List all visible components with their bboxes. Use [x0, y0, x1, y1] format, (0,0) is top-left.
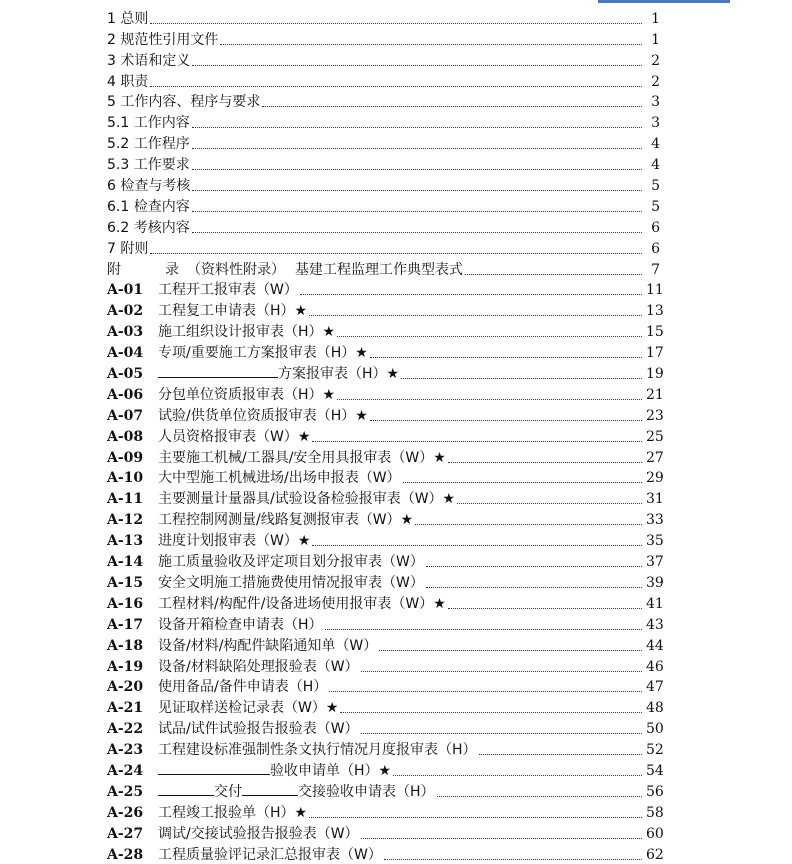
toc-entry-page: 2 — [651, 73, 660, 90]
form-page: 52 — [646, 742, 664, 759]
form-code: A-25 — [107, 783, 144, 800]
form-code: A-05 — [107, 366, 144, 383]
form-code: A-23 — [107, 742, 144, 759]
dot-leader — [479, 754, 642, 755]
toc-form-entry[interactable] — [107, 695, 664, 717]
dot-leader — [192, 65, 642, 66]
form-code: A-12 — [107, 512, 144, 529]
table-of-contents — [107, 6, 664, 863]
form-code: A-27 — [107, 825, 144, 842]
toc-entry-page: 1 — [651, 10, 660, 27]
form-page: 39 — [646, 574, 664, 591]
form-code: A-11 — [107, 491, 144, 508]
dot-leader — [437, 796, 642, 797]
toc-form-entry[interactable] — [107, 319, 664, 341]
form-page: 56 — [646, 783, 664, 800]
dot-leader — [220, 44, 642, 45]
form-title — [158, 762, 391, 779]
form-page: 54 — [646, 762, 664, 779]
form-code: A-01 — [107, 282, 144, 299]
toc-form-entry[interactable] — [107, 821, 664, 842]
form-page: 48 — [646, 700, 664, 717]
toc-entry-title: 6.2 考核内容 — [107, 219, 190, 236]
form-code: A-03 — [107, 324, 144, 341]
dot-leader — [262, 106, 642, 107]
toc-entry-page: 3 — [651, 115, 660, 132]
form-title — [158, 783, 435, 800]
dot-leader — [192, 232, 642, 233]
form-code: A-09 — [107, 449, 144, 466]
dot-leader — [361, 671, 642, 672]
form-code: A-10 — [107, 470, 144, 487]
toc-form-entry[interactable] — [107, 716, 664, 738]
toc-entry-page: 1 — [651, 31, 660, 48]
toc-entry-title: 1 总则 — [107, 10, 149, 27]
appendix-title — [107, 262, 463, 278]
top-accent-bar — [598, 0, 730, 3]
toc-entry[interactable] — [107, 48, 660, 69]
form-title: 试验/供货单位资质报审表（H）★ — [158, 407, 368, 424]
form-title: 施工组织设计报审表（H）★ — [158, 324, 336, 341]
toc-entry[interactable] — [107, 69, 660, 90]
form-code: A-15 — [107, 574, 144, 591]
form-title: 工程控制网测量/线路复测报审表（W）★ — [158, 512, 414, 529]
toc-entry-appendix[interactable] — [107, 257, 660, 278]
dot-leader — [457, 503, 642, 504]
form-code: A-20 — [107, 679, 144, 696]
form-page: 21 — [646, 386, 664, 403]
fill-in-blank — [242, 783, 298, 796]
fill-in-blank — [158, 365, 278, 378]
form-code: A-14 — [107, 554, 144, 571]
dot-leader — [325, 629, 642, 630]
dot-leader — [312, 545, 642, 546]
dot-leader — [340, 712, 642, 713]
form-page: 23 — [646, 407, 664, 424]
dot-leader — [309, 315, 642, 316]
dot-leader — [300, 294, 642, 295]
toc-entry[interactable] — [107, 236, 660, 257]
dot-leader — [401, 378, 642, 379]
dot-leader — [337, 399, 642, 400]
form-page: 25 — [646, 428, 664, 445]
form-title-text-b: 交接验收申请表（H） — [298, 783, 435, 800]
form-page: 35 — [646, 533, 664, 550]
form-title: 施工质量验收及评定项目划分报审表（W） — [158, 554, 424, 571]
toc-form-entry[interactable] — [107, 340, 664, 362]
form-code: A-22 — [107, 721, 144, 738]
dot-leader — [379, 650, 642, 651]
form-title: 设备/材料/构配件缺陷通知单（W） — [158, 637, 378, 654]
form-page: 33 — [646, 512, 664, 529]
toc-form-entry[interactable] — [107, 800, 664, 821]
toc-entry-page: 7 — [651, 261, 660, 278]
appendix-label-a: 附 — [107, 261, 121, 278]
form-code: A-06 — [107, 386, 144, 403]
form-title: 专项/重要施工方案报审表（H）★ — [158, 345, 368, 362]
form-code: A-02 — [107, 303, 144, 320]
form-title-text-a: 交付 — [214, 783, 242, 800]
form-title: 设备开箱检查申请表（H） — [158, 616, 323, 633]
form-title: 大中型施工机械进场/出场申报表（W） — [158, 470, 401, 487]
form-code: A-13 — [107, 533, 144, 550]
toc-form-entry[interactable] — [107, 403, 664, 424]
toc-form-entry[interactable] — [107, 737, 664, 759]
toc-form-entry[interactable] — [107, 779, 664, 800]
dot-leader — [312, 441, 642, 442]
appendix-label-d: 基建工程监理工作典型表式 — [295, 261, 463, 278]
form-title: 见证取样送检记录表（W）★ — [158, 700, 339, 717]
toc-entry-page: 6 — [651, 240, 660, 257]
toc-form-entry[interactable] — [107, 298, 664, 320]
form-page: 62 — [646, 846, 664, 863]
appendix-label-b: 录 — [165, 261, 179, 278]
toc-form-entry[interactable] — [107, 675, 664, 696]
form-code: A-26 — [107, 804, 144, 821]
form-page: 50 — [646, 721, 664, 738]
toc-form-entry[interactable] — [107, 278, 664, 299]
toc-form-entry[interactable] — [107, 654, 664, 675]
toc-entry[interactable] — [107, 152, 660, 173]
form-title: 安全文明施工措施费使用情况报审表（W） — [158, 574, 424, 591]
form-title-text: 方案报审表（H）★ — [278, 366, 400, 383]
form-code: A-24 — [107, 762, 144, 779]
dot-leader — [426, 566, 642, 567]
form-page: 19 — [646, 366, 664, 383]
toc-form-entry[interactable] — [107, 528, 664, 550]
dot-leader — [150, 253, 642, 254]
form-code: A-28 — [107, 846, 144, 863]
toc-entry[interactable] — [107, 110, 660, 131]
form-page: 17 — [646, 345, 664, 362]
dot-leader — [192, 148, 642, 149]
form-title: 调试/交接试验报告报验表（W） — [158, 825, 359, 842]
form-code: A-17 — [107, 616, 144, 633]
toc-entry-page: 5 — [651, 178, 660, 195]
dot-leader — [393, 775, 642, 776]
form-title: 主要施工机械/工器具/安全用具报审表（W）★ — [158, 449, 446, 466]
dot-leader — [465, 274, 642, 275]
toc-entry-title: 5 工作内容、程序与要求 — [107, 94, 261, 111]
toc-entry-page: 6 — [651, 219, 660, 236]
form-code: A-18 — [107, 637, 144, 654]
dot-leader — [337, 336, 642, 337]
dot-leader — [448, 608, 642, 609]
toc-form-entry[interactable] — [107, 612, 664, 633]
form-page: 15 — [646, 324, 664, 341]
toc-entry-title: 3 术语和定义 — [107, 52, 191, 69]
form-code: A-19 — [107, 658, 144, 675]
toc-entry[interactable] — [107, 194, 660, 215]
form-title: 设备/材料缺陷处理报验表（W） — [158, 658, 359, 675]
toc-entry-page: 4 — [651, 157, 660, 174]
dot-leader — [384, 859, 642, 860]
dot-leader — [192, 169, 642, 170]
toc-entry-page: 4 — [651, 136, 660, 153]
toc-form-entry[interactable] — [107, 507, 664, 529]
form-page: 41 — [646, 595, 664, 612]
fill-in-blank — [158, 783, 214, 796]
form-page: 58 — [646, 804, 664, 821]
toc-entry-title: 2 规范性引用文件 — [107, 31, 219, 48]
toc-entry-title: 4 职责 — [107, 73, 149, 90]
form-title: 工程质量验评记录汇总报审表（W） — [158, 846, 382, 863]
dot-leader — [192, 211, 642, 212]
toc-form-entry[interactable] — [107, 382, 664, 403]
form-page: 11 — [646, 282, 664, 299]
dot-leader — [448, 462, 642, 463]
toc-entry[interactable] — [107, 6, 660, 27]
toc-form-entry[interactable] — [107, 758, 664, 779]
toc-entry-page: 2 — [651, 52, 660, 69]
dot-leader — [192, 190, 642, 191]
toc-form-entry[interactable] — [107, 842, 664, 863]
form-title: 工程开工报审表（W） — [158, 282, 298, 299]
toc-entry-title: 5.1 工作内容 — [107, 115, 190, 132]
form-title: 工程材料/构配件/设备进场使用报审表（W）★ — [158, 595, 446, 612]
toc-entry[interactable] — [107, 131, 660, 152]
form-title: 工程建设标准强制性条文执行情况月度报审表（H） — [158, 742, 477, 759]
dot-leader — [370, 357, 642, 358]
form-page: 47 — [646, 679, 664, 696]
form-title: 试品/试件试验报告报验表（W） — [158, 721, 359, 738]
toc-entry-title: 5.3 工作要求 — [107, 157, 190, 174]
dot-leader — [361, 733, 642, 734]
toc-entry[interactable] — [107, 215, 660, 236]
form-page: 27 — [646, 449, 664, 466]
form-page: 29 — [646, 470, 664, 487]
toc-entry[interactable] — [107, 90, 660, 111]
dot-leader — [403, 482, 642, 483]
toc-form-entry[interactable] — [107, 361, 664, 383]
form-title: 分包单位资质报审表（H）★ — [158, 386, 336, 403]
form-page: 43 — [646, 616, 664, 633]
dot-leader — [361, 838, 642, 839]
dot-leader — [415, 524, 642, 525]
form-title — [158, 365, 399, 382]
toc-entry-page: 5 — [651, 198, 660, 215]
dot-leader — [192, 127, 642, 128]
dot-leader — [150, 86, 642, 87]
dot-leader — [150, 23, 642, 24]
toc-form-entry[interactable] — [107, 549, 664, 571]
toc-entry[interactable] — [107, 27, 660, 48]
form-title: 进度计划报审表（W）★ — [158, 533, 311, 550]
toc-entry-page: 3 — [651, 94, 660, 111]
form-page: 60 — [646, 825, 664, 842]
form-page: 44 — [646, 637, 664, 654]
toc-form-entry[interactable] — [107, 591, 664, 612]
form-title: 人员资格报审表（W）★ — [158, 428, 311, 445]
dot-leader — [426, 587, 642, 588]
form-page: 46 — [646, 658, 664, 675]
dot-leader — [329, 691, 642, 692]
fill-in-blank — [158, 762, 270, 775]
form-page: 13 — [646, 303, 664, 320]
toc-entry[interactable] — [107, 173, 660, 194]
form-code: A-08 — [107, 428, 144, 445]
form-title: 使用备品/备件申请表（H） — [158, 679, 328, 696]
toc-form-entry[interactable] — [107, 633, 664, 654]
dot-leader — [309, 817, 642, 818]
form-code: A-07 — [107, 407, 144, 424]
form-title: 主要测量计量器具/试验设备检验报审表（W）★ — [158, 491, 456, 508]
toc-form-entry[interactable] — [107, 424, 664, 445]
toc-entry-title: 6.1 检查内容 — [107, 198, 190, 215]
toc-entry-title: 6 检查与考核 — [107, 178, 191, 195]
dot-leader — [370, 420, 642, 421]
toc-entry-title: 5.2 工作程序 — [107, 136, 190, 153]
appendix-label-c: （资料性附录） — [187, 261, 285, 278]
toc-form-entry[interactable] — [107, 445, 664, 466]
toc-entry-title: 7 附则 — [107, 240, 149, 257]
form-code: A-04 — [107, 345, 144, 362]
form-title: 工程复工申请表（H）★ — [158, 303, 308, 320]
toc-form-entry[interactable] — [107, 570, 664, 591]
form-code: A-16 — [107, 595, 144, 612]
form-code: A-21 — [107, 700, 144, 717]
toc-form-entry[interactable] — [107, 466, 664, 487]
form-page: 37 — [646, 554, 664, 571]
toc-form-entry[interactable] — [107, 486, 664, 508]
form-page: 31 — [646, 491, 664, 508]
form-title: 工程竣工报验单（H）★ — [158, 804, 308, 821]
form-title-text: 验收申请单（H）★ — [270, 762, 392, 779]
